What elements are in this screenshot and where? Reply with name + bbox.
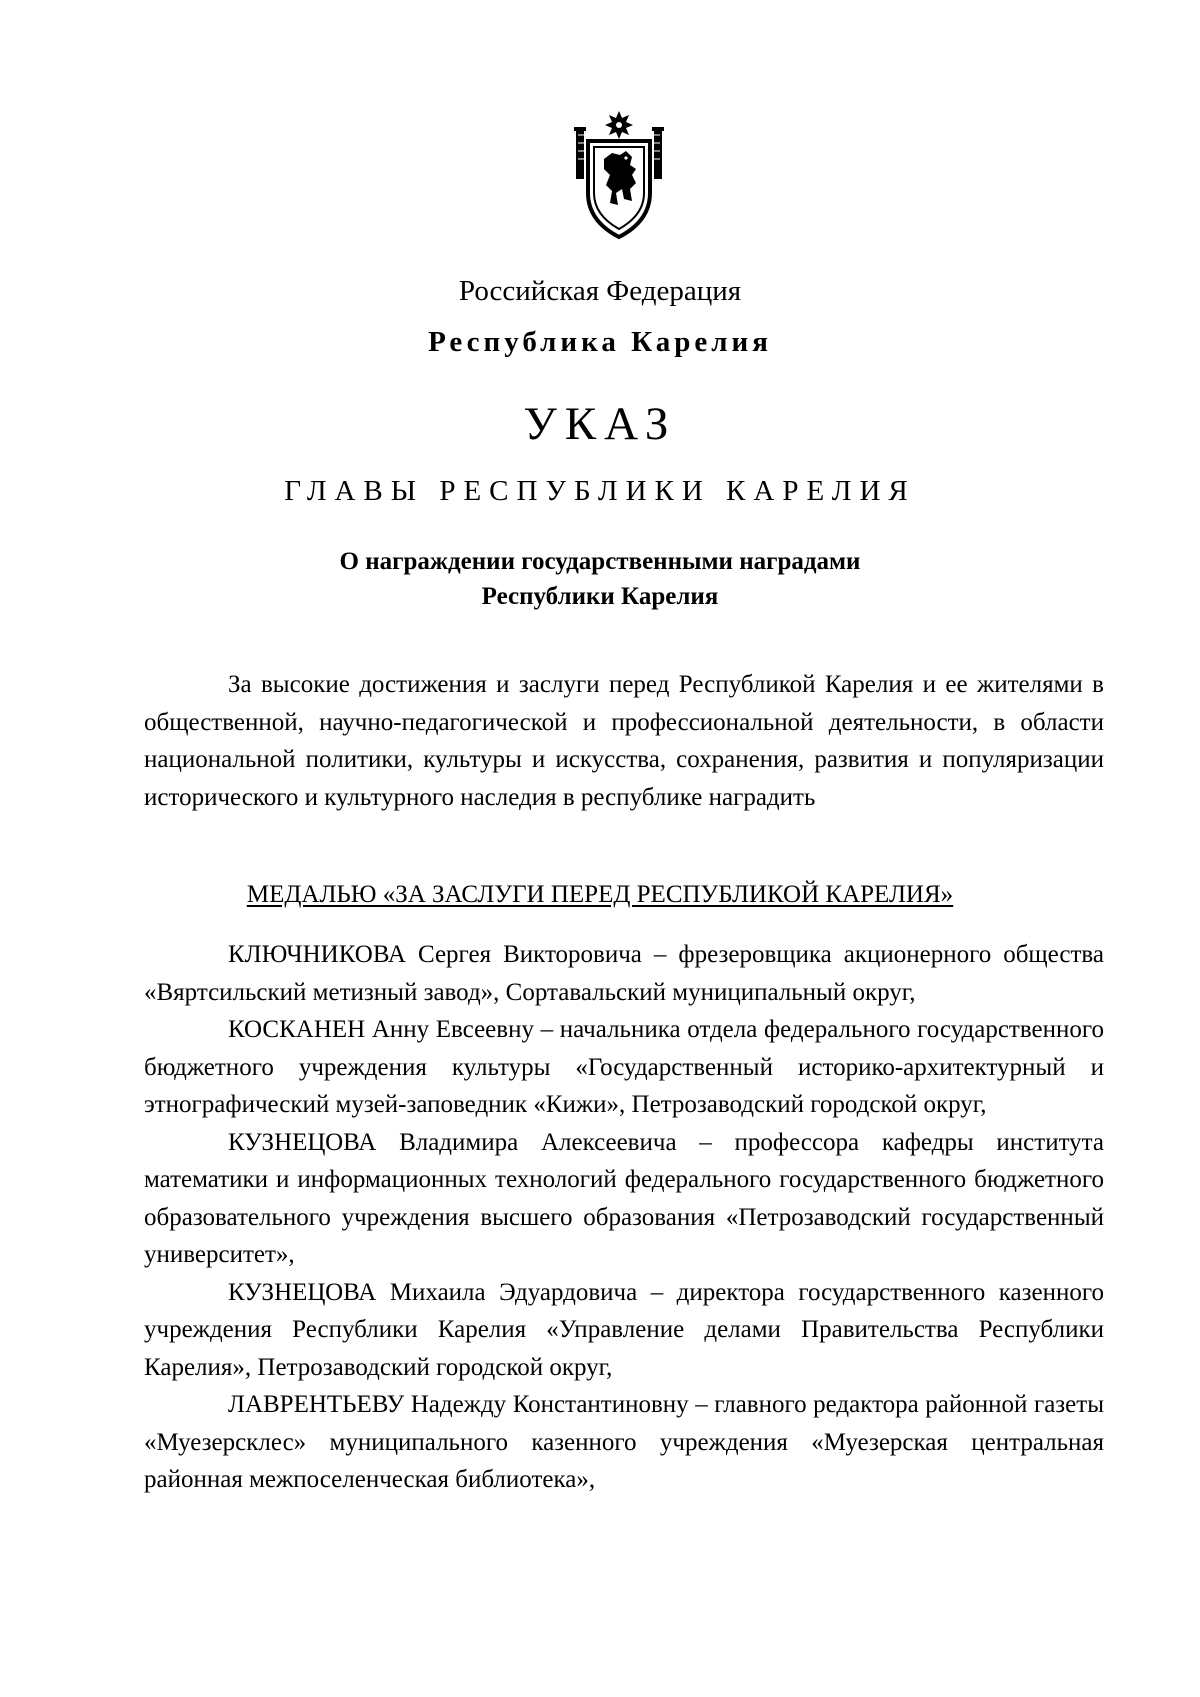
awardee-item: КЛЮЧНИКОВА Сергея Викторовича – фрезеровщика акционерного общества «Вяртсильский метизный завод», Сортавальский муниципальный округ,	[144, 941, 1104, 1006]
subject-line-1: О награждении государственными наградами	[339, 548, 861, 575]
issuer-title: ГЛАВЫ РЕСПУБЛИКИ КАРЕЛИЯ	[284, 475, 916, 507]
preamble-paragraph: За высокие достижения и заслуги перед Республикой Карелия и ее жителями в общественной, научно-педагогической и профессиональной деятельности, в области национальной политики, культуры и искусства, сохранения, развития и популяризации исторического и культурного наследия в республике наградить	[144, 671, 1104, 811]
award-heading-text: МЕДАЛЬЮ «ЗА ЗАСЛУГИ ПЕРЕД РЕСПУБЛИКОЙ КАРЕЛИЯ»	[246, 881, 954, 908]
awardee-item: ЛАВРЕНТЬЕВУ Надежду Константиновну – главного редактора районной газеты «Муезерсклес» муниципального казенного учреждения «Муезерская центральная районная межпоселенческая библиотека»,	[144, 1391, 1104, 1493]
country-name: Российская Федерация	[458, 275, 742, 307]
preamble-section	[144, 666, 1104, 816]
awardee-list	[144, 936, 1104, 1499]
document-subject	[0, 544, 1200, 614]
republic-name: Республика Карелия	[428, 326, 772, 358]
awardee-item: КОСКАНЕН Анну Евсеевну – начальника отдела федерального государственного бюджетного учреждения культуры «Государственный историко-архитектурный и этнографический музей-заповедник «Кижи», Петрозаводский городской округ,	[144, 1016, 1104, 1118]
award-heading	[0, 876, 1200, 913]
karelia-coat-of-arms-icon	[574, 109, 664, 241]
awardee-item: КУЗНЕЦОВА Михаила Эдуардовича – директора государственного казенного учреждения Республики Карелия «Управление делами Правительства Республики Карелия», Петрозаводский городской округ,	[144, 1278, 1104, 1381]
awardee-item: КУЗНЕЦОВА Владимира Алексеевича – профессора кафедры института математики и информационных технологий федерального государственного бюджетного образовательного учреждения высшего образования «Петрозаводский государственный университет»,	[144, 1128, 1104, 1268]
subject-line-2: Республики Карелия	[481, 583, 719, 610]
document-type: УКАЗ	[523, 398, 677, 450]
